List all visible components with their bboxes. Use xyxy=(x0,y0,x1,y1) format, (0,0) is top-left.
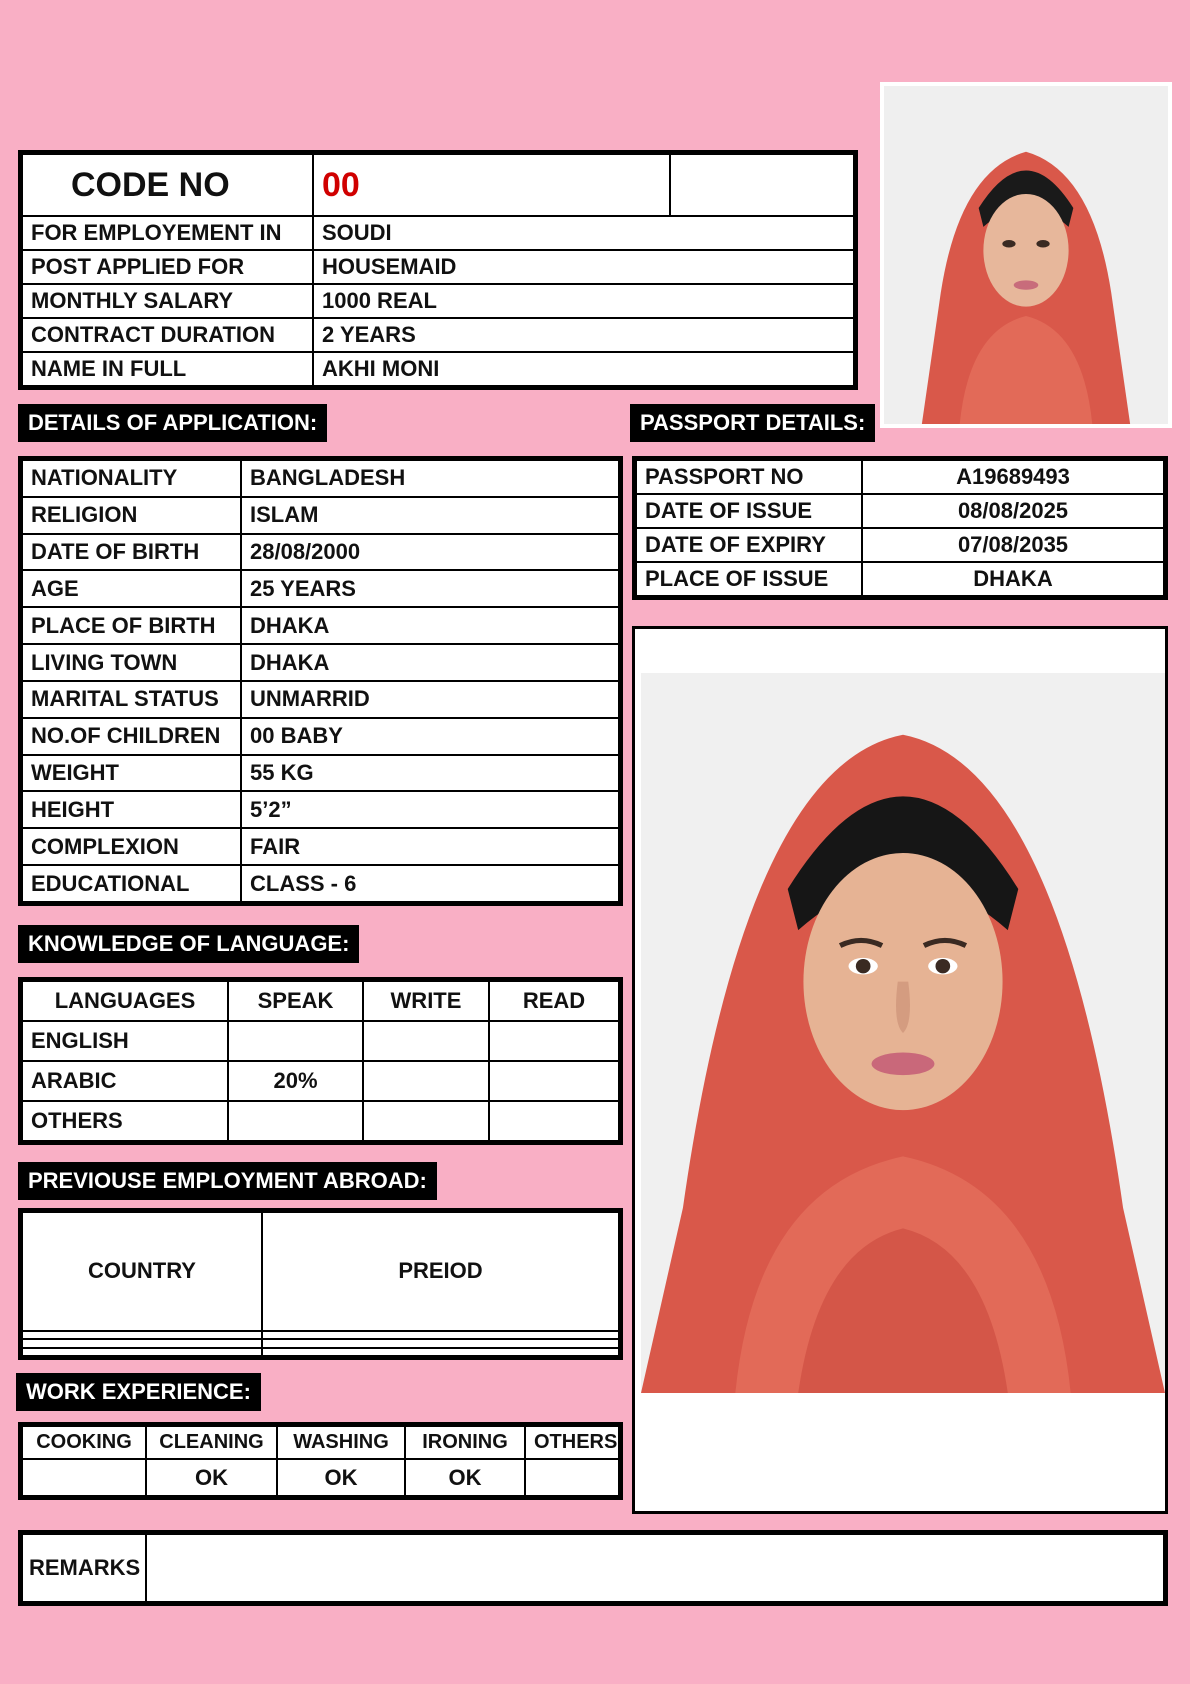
language-others: OTHERS xyxy=(22,1101,228,1141)
remarks-label: REMARKS xyxy=(22,1534,146,1602)
header-table xyxy=(18,150,858,390)
col-languages: LANGUAGES xyxy=(22,981,228,1021)
passport-no-label: PASSPORT NO xyxy=(636,460,862,494)
religion-value: ISLAM xyxy=(241,497,619,534)
others-read xyxy=(489,1101,619,1141)
height-value: 5’2” xyxy=(241,791,619,828)
living-town-label: LIVING TOWN xyxy=(22,644,241,681)
application-table xyxy=(18,456,623,906)
col-period: PREIOD xyxy=(262,1212,619,1331)
dob-label: DATE OF BIRTH xyxy=(22,534,241,571)
children-label: NO.OF CHILDREN xyxy=(22,718,241,755)
contract-duration-value: 2 YEARS xyxy=(313,318,854,352)
expiry-date-value: 07/08/2035 xyxy=(862,528,1164,562)
language-arabic: ARABIC xyxy=(22,1061,228,1101)
issue-date-label: DATE OF ISSUE xyxy=(636,494,862,528)
issue-date-value: 08/08/2025 xyxy=(862,494,1164,528)
post-applied-label: POST APPLIED FOR xyxy=(22,250,313,284)
portrait-small-image xyxy=(884,86,1168,424)
col-speak: SPEAK xyxy=(228,981,363,1021)
english-read xyxy=(489,1021,619,1061)
cleaning-value: OK xyxy=(146,1459,277,1496)
others-speak xyxy=(228,1101,363,1141)
weight-label: WEIGHT xyxy=(22,755,241,792)
arabic-write xyxy=(363,1061,489,1101)
religion-label: RELIGION xyxy=(22,497,241,534)
birthplace-label: PLACE OF BIRTH xyxy=(22,607,241,644)
cooking-value xyxy=(22,1459,146,1496)
full-name-label: NAME IN FULL xyxy=(22,352,313,386)
issue-place-label: PLACE OF ISSUE xyxy=(636,562,862,596)
previous-employment-table xyxy=(18,1208,623,1360)
language-english: ENGLISH xyxy=(22,1021,228,1061)
portrait-large-image xyxy=(641,673,1165,1393)
language-heading: KNOWLEDGE OF LANGUAGE: xyxy=(18,925,359,963)
living-town-value: DHAKA xyxy=(241,644,619,681)
nationality-value: BANGLADESH xyxy=(241,460,619,497)
col-country: COUNTRY xyxy=(22,1212,262,1331)
employment-row-1-period xyxy=(262,1331,619,1339)
marital-status-value: UNMARRID xyxy=(241,681,619,718)
col-cooking: COOKING xyxy=(22,1426,146,1459)
col-write: WRITE xyxy=(363,981,489,1021)
english-write xyxy=(363,1021,489,1061)
dob-value: 28/08/2000 xyxy=(241,534,619,571)
age-value: 25 YEARS xyxy=(241,570,619,607)
education-value: CLASS - 6 xyxy=(241,865,619,902)
work-experience-heading: WORK EXPERIENCE: xyxy=(16,1373,261,1411)
col-ironing: IRONING xyxy=(405,1426,525,1459)
employment-row-3-country xyxy=(22,1348,262,1356)
height-label: HEIGHT xyxy=(22,791,241,828)
code-no-value: 00 xyxy=(313,154,670,216)
others-value xyxy=(525,1459,619,1496)
remarks-value xyxy=(146,1534,1164,1602)
arabic-speak: 20% xyxy=(228,1061,363,1101)
code-no-extra-cell xyxy=(670,154,854,216)
marital-status-label: MARITAL STATUS xyxy=(22,681,241,718)
col-cleaning: CLEANING xyxy=(146,1426,277,1459)
employment-country-label: FOR EMPLOYEMENT IN xyxy=(22,216,313,250)
full-name-value: AKHI MONI xyxy=(313,352,854,386)
applicant-photo-large xyxy=(641,673,1165,1393)
passport-table xyxy=(632,456,1168,600)
large-photo-frame xyxy=(632,626,1168,1514)
complexion-value: FAIR xyxy=(241,828,619,865)
education-label: EDUCATIONAL xyxy=(22,865,241,902)
applicant-photo-small xyxy=(880,82,1172,428)
passport-no-value: A19689493 xyxy=(862,460,1164,494)
birthplace-value: DHAKA xyxy=(241,607,619,644)
work-experience-table xyxy=(18,1422,623,1500)
complexion-label: COMPLEXION xyxy=(22,828,241,865)
english-speak xyxy=(228,1021,363,1061)
col-others: OTHERS xyxy=(525,1426,619,1459)
monthly-salary-value: 1000 REAL xyxy=(313,284,854,318)
employment-row-1-country xyxy=(22,1331,262,1339)
age-label: AGE xyxy=(22,570,241,607)
issue-place-value: DHAKA xyxy=(862,562,1164,596)
monthly-salary-label: MONTHLY SALARY xyxy=(22,284,313,318)
nationality-label: NATIONALITY xyxy=(22,460,241,497)
expiry-date-label: DATE OF EXPIRY xyxy=(636,528,862,562)
application-heading: DETAILS OF APPLICATION: xyxy=(18,404,327,442)
weight-value: 55 KG xyxy=(241,755,619,792)
employment-row-3-period xyxy=(262,1348,619,1356)
contract-duration-label: CONTRACT DURATION xyxy=(22,318,313,352)
employment-row-2-period xyxy=(262,1339,619,1347)
col-read: READ xyxy=(489,981,619,1021)
washing-value: OK xyxy=(277,1459,405,1496)
previous-employment-heading: PREVIOUSE EMPLOYMENT ABROAD: xyxy=(18,1162,437,1200)
col-washing: WASHING xyxy=(277,1426,405,1459)
others-write xyxy=(363,1101,489,1141)
ironing-value: OK xyxy=(405,1459,525,1496)
employment-row-2-country xyxy=(22,1339,262,1347)
children-value: 00 BABY xyxy=(241,718,619,755)
arabic-read xyxy=(489,1061,619,1101)
language-table xyxy=(18,977,623,1145)
code-no-label: CODE NO xyxy=(22,154,313,216)
passport-heading: PASSPORT DETAILS: xyxy=(630,404,875,442)
remarks-table xyxy=(18,1530,1168,1606)
post-applied-value: HOUSEMAID xyxy=(313,250,854,284)
employment-country-value: SOUDI xyxy=(313,216,854,250)
